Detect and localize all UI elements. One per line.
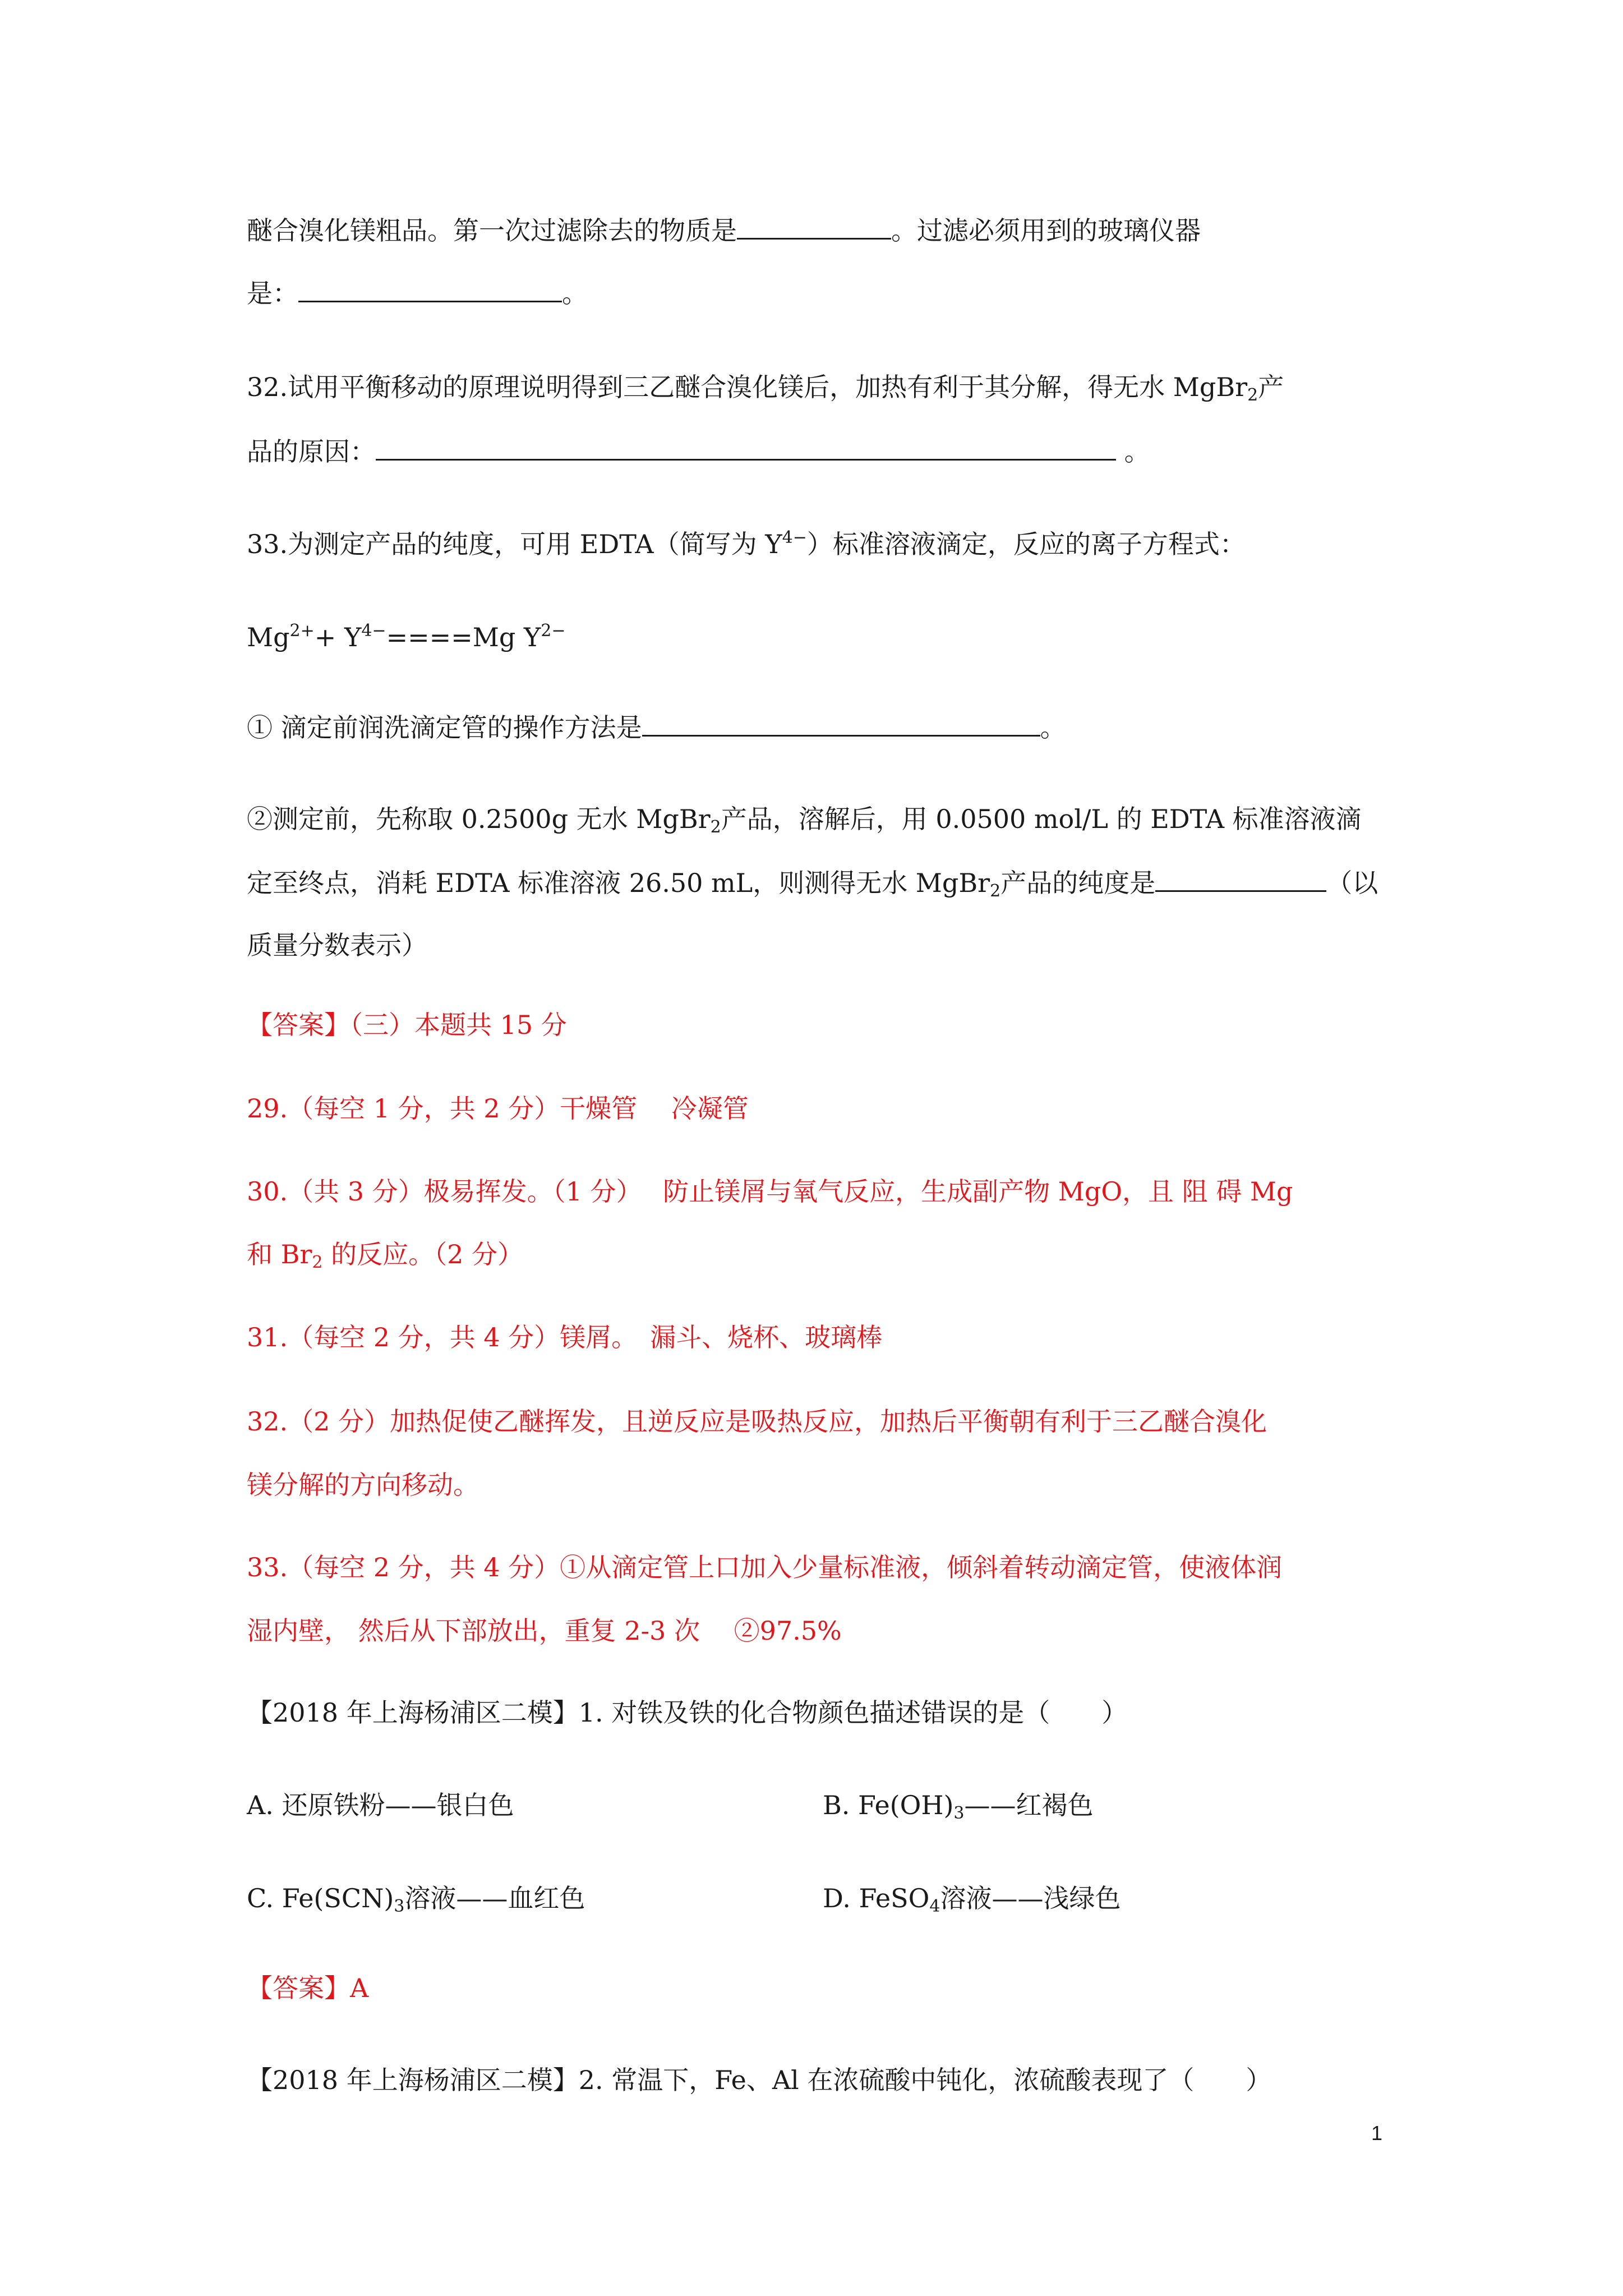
q32-line-2: 品的原因： 。 <box>247 434 1150 468</box>
q31-line-1: 醚合溴化镁粗品。第一次过滤除去的物质是 。过滤必须用到的玻璃仪器 <box>247 213 1201 247</box>
q33-item-2-line-1: ②测定前，先称取 0.2500g 无水 MgBr$_2$产品，溶解后，用 0.0500 mol/L 的 EDTA 标准溶液滴 <box>247 804 1362 837</box>
mcq1-option-c: C. $Fe(SCN)_3$溶液——血红色 <box>247 1883 585 1916</box>
answer-blank <box>1155 866 1326 892</box>
q33-item-2-line-2: 定至终点，消耗 EDTA 标准溶液 26.50 mL，则测得无水 MgBr$_2$产品的纯度是 （以 <box>247 866 1378 900</box>
mcq2-stem: 【2018 年上海杨浦区二模】2. 常温下，Fe、Al 在浓硫酸中钝化，浓硫酸表现了（ ） <box>247 2065 1272 2095</box>
answer-29: 29.（每空 1 分，共 2 分）干燥管 冷凝管 <box>247 1093 749 1124</box>
mcq1-option-a: A. 还原铁粉——银白色 <box>247 1790 514 1820</box>
answer-blank <box>642 710 1040 737</box>
mcq1-answer: 【答案】A <box>247 1973 369 2003</box>
q33-item-1: ① 滴定前润洗滴定管的操作方法是 。 <box>247 710 1066 744</box>
page-number: 1 <box>1371 2122 1383 2145</box>
mcq1-option-b: B. $Fe(OH)_3——$红褐色 <box>823 1790 1094 1823</box>
answer-blank <box>737 213 891 240</box>
answer-30-line-2: 和 $Br_2$ 的反应。（2 分） <box>247 1239 524 1272</box>
mcq1-option-d: D. FeSO$_4$溶液——浅绿色 <box>823 1883 1121 1916</box>
answer-33-line-1: 33.（每空 2 分，共 4 分）①从滴定管上口加入少量标准液，倾斜着转动滴定管，使液体润 <box>247 1552 1283 1582</box>
answer-32-line-2: 镁分解的方向移动。 <box>247 1470 479 1500</box>
q32-line-1: 32.试用平衡移动的原理说明得到三乙醚合溴化镁后，加热有利于其分解，得无水 MgBr$_2$产 <box>247 372 1284 405</box>
answer-33-line-2: 湿内壁， 然后从下部放出，重复 2-3 次 ②97.5% <box>247 1616 842 1646</box>
q31-line-2: 是： 。 <box>247 276 588 310</box>
q33-item-2-line-3: 质量分数表示） <box>247 930 427 960</box>
answer-30-line-1: 30.（共 3 分）极易挥发。（1 分） 防止镁屑与氧气反应，生成副产物 MgO，且 阻 碍 Mg <box>247 1176 1293 1207</box>
answer-header: 【答案】（三）本题共 15 分 <box>247 1010 567 1040</box>
answer-blank <box>298 276 562 302</box>
ion-equation: $Mg^{2+}+ Y^{4-}====Mg$ $Y^{2-}$ <box>247 621 566 652</box>
q33-line-1: 33.为测定产品的纯度，可用 EDTA（简写为 $Y^{4-}$）标准溶液滴定，反应的离子方程式： <box>247 528 1246 559</box>
answer-31: 31.（每空 2 分，共 4 分）镁屑。 漏斗、烧杯、玻璃棒 <box>247 1322 883 1352</box>
answer-blank <box>376 434 1116 461</box>
mcq1-stem: 【2018 年上海杨浦区二模】1. 对铁及铁的化合物颜色描述错误的是（ ） <box>247 1697 1128 1728</box>
answer-32-line-1: 32.（2 分）加热促使乙醚挥发，且逆反应是吸热反应，加热后平衡朝有利于三乙醚合溴化 <box>247 1406 1267 1437</box>
